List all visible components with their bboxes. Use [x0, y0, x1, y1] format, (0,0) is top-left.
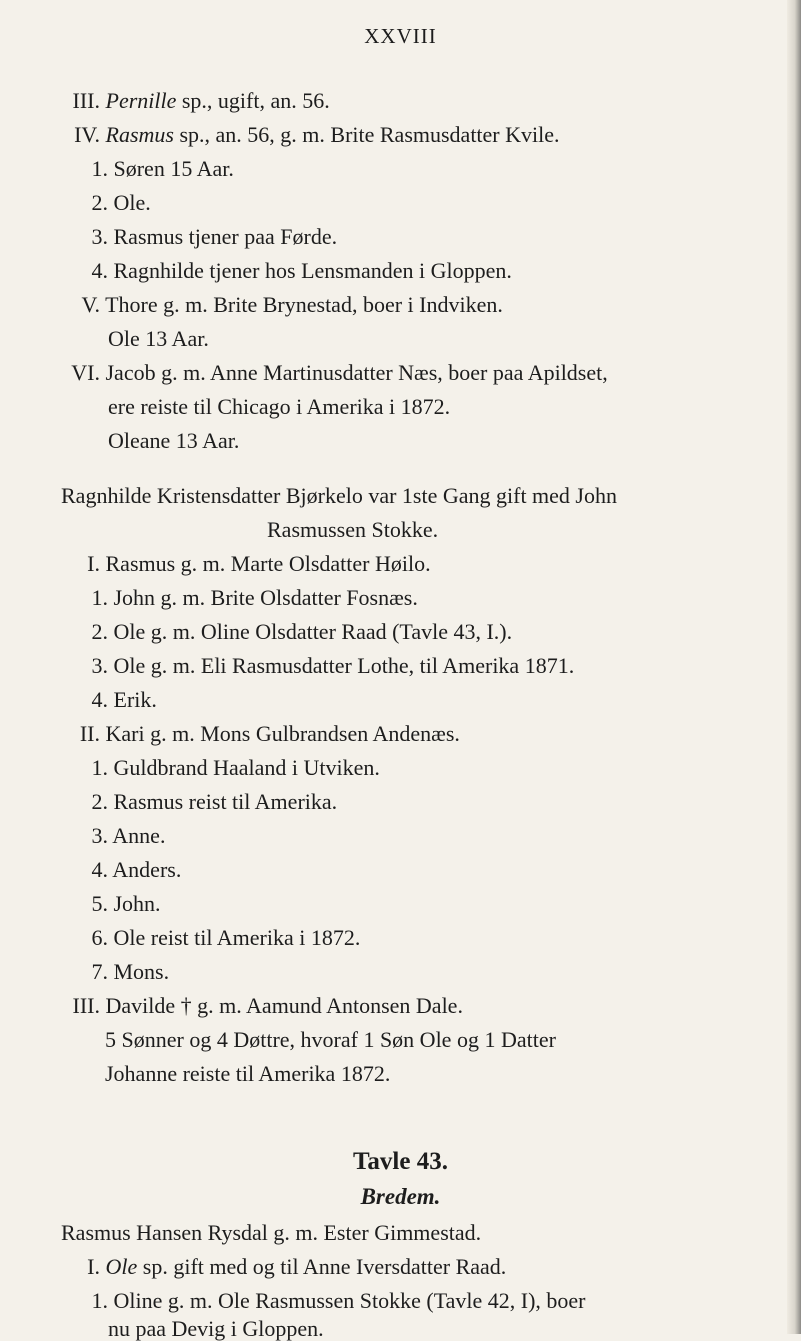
entry-line	[62, 723, 460, 745]
entry-number: I.	[87, 1254, 100, 1279]
entry-text: Davilde † g. m. Aamund Antonsen Dale.	[105, 993, 463, 1018]
entry-line	[62, 995, 463, 1017]
child-text: Rasmus reist til Amerika.	[113, 789, 338, 814]
continuation-text: ere reiste til Chicago i Amerika i 1872.	[108, 394, 451, 419]
child-line	[86, 158, 234, 180]
child-text: Erik.	[113, 687, 157, 712]
paragraph-text: Ragnhilde Kristensdatter Bjørkelo var 1ste Gang gift med John	[61, 483, 617, 508]
paragraph-line	[267, 519, 438, 541]
child-line	[86, 757, 380, 779]
entry-line	[62, 90, 330, 112]
child-text: Guldbrand Haaland i Utviken.	[113, 755, 380, 780]
child-text: Ole g. m. Eli Rasmusdatter Lothe, til Amerika 1871.	[113, 653, 575, 678]
entry-number: III.	[72, 88, 100, 113]
entry-text: Rasmus g. m. Marte Olsdatter Høilo.	[105, 551, 431, 576]
entry-name: Rasmus	[105, 122, 174, 147]
continuation-line	[108, 396, 450, 418]
entry-number: VI.	[71, 360, 100, 385]
entry-text: Thore g. m. Brite Brynestad, boer i Indviken.	[105, 292, 503, 317]
child-number: 2.	[91, 190, 108, 215]
continuation-text: 5 Sønner og 4 Døttre, hvoraf 1 Søn Ole og 1 Datter	[105, 1027, 556, 1052]
child-line	[86, 1290, 585, 1312]
child-text: Ole reist til Amerika i 1872.	[113, 925, 361, 950]
continuation-line	[108, 1318, 324, 1340]
child-line	[86, 825, 165, 847]
entry-text: Kari g. m. Mons Gulbrandsen Andenæs.	[105, 721, 460, 746]
continuation-line	[108, 328, 209, 350]
child-text: Oline g. m. Ole Rasmussen Stokke (Tavle 42, I), boer	[113, 1288, 586, 1313]
entry-number: III.	[72, 993, 100, 1018]
entry-text: Jacob g. m. Anne Martinusdatter Næs, boer paa Apildset,	[105, 360, 608, 385]
paragraph-text: Rasmussen Stokke.	[267, 517, 439, 542]
child-line	[86, 893, 161, 915]
entry-line	[62, 553, 431, 575]
child-number: 3.	[91, 224, 108, 249]
child-text: John.	[113, 891, 161, 916]
paragraph-line	[61, 1222, 481, 1244]
child-line	[86, 192, 151, 214]
entry-line	[62, 294, 503, 316]
entry-text: sp., an. 56, g. m. Brite Rasmusdatter Kvile.	[173, 122, 560, 147]
child-text: Anne.	[112, 823, 166, 848]
entry-number: I.	[87, 551, 100, 576]
child-line	[86, 927, 360, 949]
continuation-line	[108, 430, 239, 452]
child-text: Søren 15 Aar.	[113, 156, 234, 181]
child-line	[86, 689, 157, 711]
entry-name: Ole	[105, 1254, 138, 1279]
continuation-text: Ole 13 Aar.	[108, 326, 209, 351]
child-line	[86, 859, 181, 881]
child-line	[86, 226, 337, 248]
child-line	[86, 587, 418, 609]
child-number: 6.	[91, 925, 108, 950]
child-number: 5.	[91, 891, 108, 916]
child-number: 1.	[91, 755, 108, 780]
child-text: Rasmus tjener paa Førde.	[113, 224, 338, 249]
child-number: 1.	[91, 1288, 108, 1313]
child-number: 3.	[91, 823, 108, 848]
child-line	[86, 655, 574, 677]
entry-line	[62, 124, 560, 146]
child-text: Ragnhilde tjener hos Lensmanden i Gloppen.	[113, 258, 512, 283]
child-number: 1.	[91, 585, 108, 610]
child-number: 4.	[91, 857, 108, 882]
continuation-text: Johanne reiste til Amerika 1872.	[105, 1061, 391, 1086]
entry-name: Pernille	[105, 88, 177, 113]
child-number: 4.	[91, 687, 108, 712]
entry-text: sp. gift med og til Anne Iversdatter Raad.	[137, 1254, 507, 1279]
child-line	[86, 621, 512, 643]
child-number: 2.	[91, 789, 108, 814]
continuation-line	[105, 1063, 390, 1085]
child-text: Ole g. m. Oline Olsdatter Raad (Tavle 43, I.).	[113, 619, 513, 644]
child-text: Mons.	[113, 959, 170, 984]
entry-number: II.	[79, 721, 100, 746]
entry-line	[62, 362, 608, 384]
section-heading: Tavle 43.	[353, 1148, 448, 1175]
entry-number: V.	[81, 292, 100, 317]
child-number: 3.	[91, 653, 108, 678]
child-number: 1.	[91, 156, 108, 181]
child-number: 4.	[91, 258, 108, 283]
child-text: John g. m. Brite Olsdatter Fosnæs.	[113, 585, 418, 610]
entry-text: sp., ugift, an. 56.	[176, 88, 330, 113]
paragraph-text: Rasmus Hansen Rysdal g. m. Ester Gimmestad.	[61, 1220, 482, 1245]
page-edge-shadow	[787, 0, 801, 1334]
entry-number: IV.	[74, 122, 100, 147]
continuation-line	[105, 1029, 556, 1051]
child-line	[86, 791, 337, 813]
section-subheading: Bredem.	[360, 1184, 441, 1209]
page-number: XXVIII	[364, 24, 437, 48]
child-text: Anders.	[112, 857, 182, 882]
child-number: 7.	[91, 959, 108, 984]
continuation-text: Oleane 13 Aar.	[108, 428, 240, 453]
continuation-text: nu paa Devig i Gloppen.	[108, 1316, 324, 1341]
child-text: Ole.	[113, 190, 151, 215]
child-line	[86, 260, 512, 282]
paragraph-line	[61, 485, 617, 507]
entry-line	[62, 1256, 506, 1278]
child-number: 2.	[91, 619, 108, 644]
child-line	[86, 961, 169, 983]
